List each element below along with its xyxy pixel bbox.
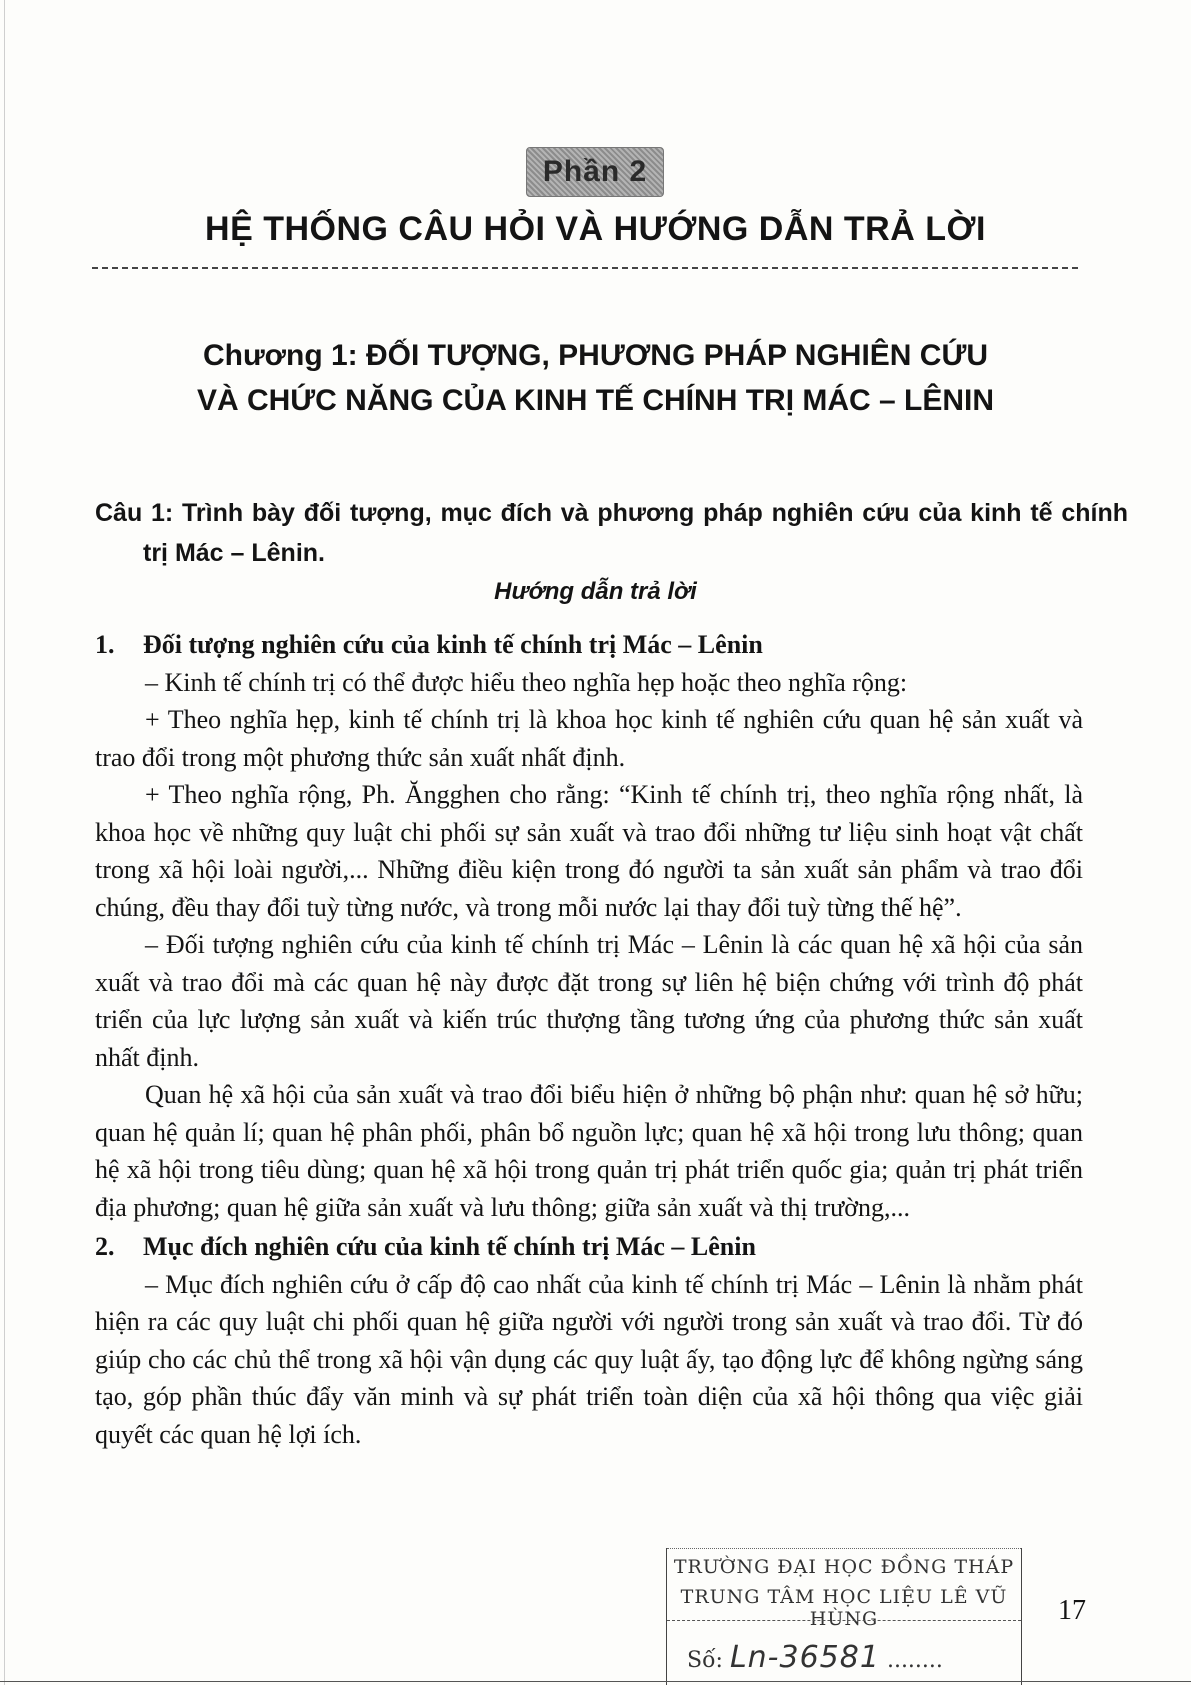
stamp-number-field: [687, 1640, 943, 1675]
stamp-number-handwritten: Ln-36581: [729, 1640, 880, 1675]
body-content: [95, 626, 1083, 1453]
chapter-title-line1: Chương 1: ĐỐI TƯỢNG, PHƯƠNG PHÁP NGHIÊN CỨU: [202, 339, 989, 372]
paragraph: + Theo nghĩa rộng, Ph. Ăngghen cho rằng: “Kinh tế chính trị, theo nghĩa rộng nhất, là khoa học về những quy luật chi phối sự sản xuất và trao đổi những tư liệu sinh hoạt vật chất trong xã hội loài người,... Những điều kiện trong đó người ta sản xuất sản phẩm và trao đổi chúng, đều thay đổi tuỳ từng nước, và trong mỗi nước lại thay đổi tuỳ từng thế hệ”.: [95, 780, 1083, 922]
section-heading: [95, 626, 1083, 664]
paragraph: + Theo nghĩa hẹp, kinh tế chính trị là khoa học kinh tế nghiên cứu quan hệ sản xuất và trao đổi trong một phương thức sản xuất nhất định.: [95, 705, 1083, 772]
paragraph: Quan hệ xã hội của sản xuất và trao đổi biểu hiện ở những bộ phận như: quan hệ sở hữu; quan hệ quản lí; quan hệ phân phối, phân bổ nguồn lực; quan hệ xã hội trong lưu thông; quan hệ xã hội trong tiêu dùng; quan hệ xã hội trong quản trị phát triển quốc gia; quản trị phát triển địa phương; quan hệ giữa sản xuất và lưu thông; giữa sản xuất và thị trường,...: [95, 1080, 1083, 1222]
section-title: Đối tượng nghiên cứu của kinh tế chính trị Mác – Lênin: [143, 630, 763, 659]
section-number: 1.: [95, 630, 115, 659]
paragraph: – Mục đích nghiên cứu ở cấp độ cao nhất của kinh tế chính trị Mác – Lênin là nhằm phát hiện ra các quy luật chi phối quan hệ giữa người với người trong sản xuất và trao đổi. Từ đó giúp cho các chủ thể trong xã hội vận dụng các quy luật ấy, tạo động lực để không ngừng sáng tạo, góp phần thúc đẩy văn minh và sự phát triển toàn diện của xã hội thông qua việc giải quyết các quan hệ lợi ích.: [95, 1269, 1083, 1449]
stamp-institution: TRƯỜNG ĐẠI HỌC ĐỒNG THÁP: [673, 1556, 1015, 1578]
paragraph: – Đối tượng nghiên cứu của kinh tế chính trị Mác – Lênin là các quan hệ xã hội của sản xuất và trao đổi mà các quan hệ này được đặt trong sự liên hệ biện chứng với trình độ phát triển của lực lượng sản xuất và kiến trúc thượng tầng tương ứng của phương thức sản xuất nhất định.: [95, 930, 1083, 1072]
chapter-title: [0, 333, 1191, 423]
dashed-divider: [92, 267, 1078, 269]
stamp-center: TRUNG TÂM HỌC LIỆU LÊ VŨ HÙNG: [680, 1586, 1008, 1630]
library-stamp: [666, 1548, 1022, 1685]
paragraph: – Kinh tế chính trị có thể được hiểu theo nghĩa hẹp hoặc theo nghĩa rộng:: [145, 667, 908, 697]
section-title: Mục đích nghiên cứu của kinh tế chính trị Mác – Lênin: [143, 1232, 756, 1261]
stamp-number-label: Số:: [687, 1648, 723, 1673]
question-heading: Câu 1: Trình bày đối tượng, mục đích và phương pháp nghiên cứu của kinh tế chính trị Mác – Lênin.: [95, 499, 1128, 567]
part-title: HỆ THỐNG CÂU HỎI VÀ HƯỚNG DẪN TRẢ LỜI: [205, 210, 986, 248]
stamp-number-dots: ........: [886, 1648, 943, 1673]
section-number: 2.: [95, 1232, 115, 1261]
answer-guide-label: Hướng dẫn trả lời: [494, 578, 697, 605]
scan-edge-line: [4, 0, 5, 1685]
page-number: 17: [1058, 1595, 1086, 1626]
bottom-edge-line: [0, 1681, 1191, 1682]
chapter-title-line2: VÀ CHỨC NĂNG CỦA KINH TẾ CHÍNH TRỊ MÁC – LÊNIN: [196, 384, 995, 417]
section-heading: [95, 1228, 1083, 1266]
part-badge: Phần 2: [526, 147, 664, 197]
